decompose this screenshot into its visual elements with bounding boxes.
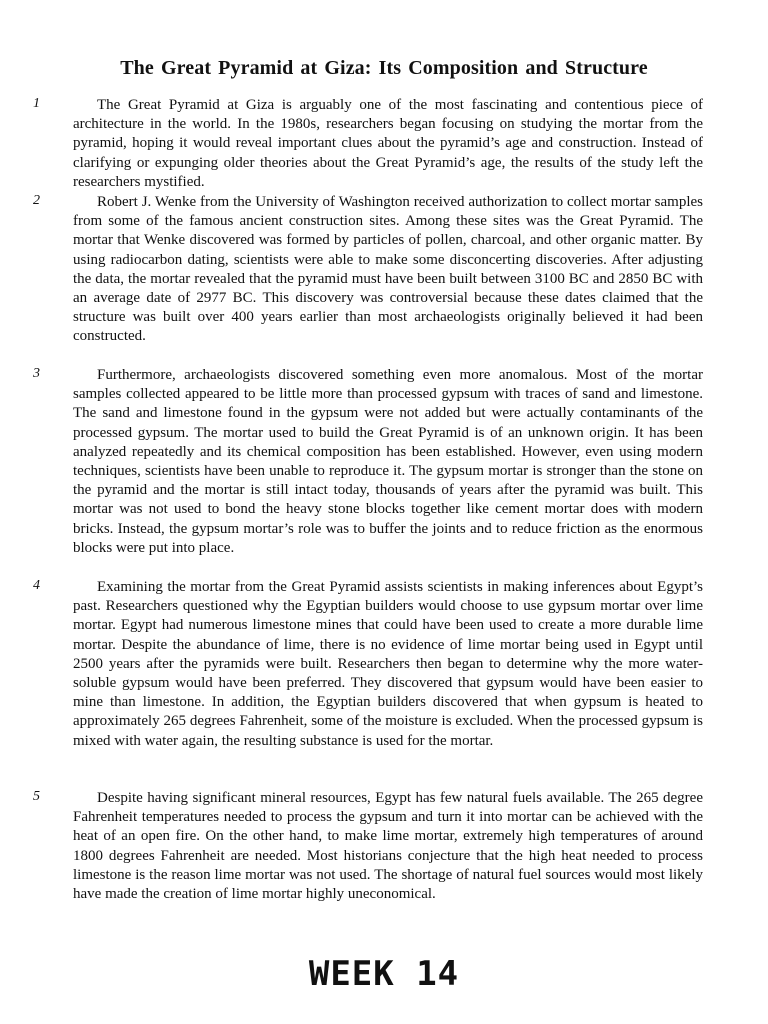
paragraph-3 — [33, 366, 703, 558]
paragraph-5 — [33, 789, 703, 904]
page-title: The Great Pyramid at Giza: Its Composition and Structure — [120, 57, 648, 79]
paragraph-number: 5 — [33, 789, 40, 804]
paragraph-text: The Great Pyramid at Giza is arguably one of the most fascinating and contentious piece of architecture in the world. In the 1980s, researchers began focusing on studying the mortar from the pyramid, hoping it would reveal important clues about the pyramid’s age and construction. Instead of clarifying or expunging older theories about the Great Pyramid’s age, the results of the study left the researchers mystified. — [73, 97, 703, 190]
paragraph-1 — [33, 96, 703, 192]
paragraph-4 — [33, 578, 703, 751]
paragraph-text: Despite having significant mineral resources, Egypt has few natural fuels available. The 265 degree Fahrenheit temperatures needed to process the gypsum and turn it into mortar can be achieved with the heat of an open fire. On the other hand, to make lime mortar, extremely high temperatures of around 1800 degrees Fahrenheit are needed. Most historians conjecture that the high heat needed to process limestone is the reason lime mortar was not used. The shortage of natural fuel sources would most likely have made the creation of lime mortar highly uneconomical. — [73, 790, 703, 903]
paragraph-text: Examining the mortar from the Great Pyramid assists scientists in making inferences about Egypt’s past. Researchers questioned why the Egyptian builders would choose to use gypsum mortar over lime mortar. Egypt had numerous limestone mines that could have been used to create a more durable lime mortar. Despite the abundance of lime, there is no evidence of lime mortar being used in Egypt until 2500 years after the pyramids were built. Researchers then began to determine why the more water-soluble gypsum would have been preferred. They discovered that gypsum would have been easier to mine than limestone. In addition, the Egyptian builders discovered that when gypsum is heated to approximately 265 degrees Fahrenheit, some of the moisture is excluded. When the processed gypsum is mixed with water again, the resulting substance is used for the mortar. — [73, 579, 703, 749]
paragraph-number: 2 — [33, 193, 40, 208]
week-label: WEEK 14 — [308, 954, 460, 994]
paragraph-number: 4 — [33, 578, 40, 593]
paragraph-2 — [33, 193, 703, 347]
paragraph-number: 1 — [33, 96, 40, 111]
paragraph-text: Robert J. Wenke from the University of Washington received authorization to collect mortar samples from some of the famous ancient construction sites. Among these sites was the Great Pyramid. The mortar that Wenke discovered was formed by particles of pollen, charcoal, and other organic matter. By using radiocarbon dating, scientists were able to make some disconcerting discoveries. After adjusting the data, the mortar revealed that the pyramid must have been built between 3100 BC and 2850 BC with an average date of 2977 BC. This discovery was controversial because these dates claimed that the structure was built over 400 years earlier than most archaeologists originally believed it had been constructed. — [73, 194, 703, 345]
paragraph-number: 3 — [33, 366, 40, 381]
paragraph-text: Furthermore, archaeologists discovered something even more anomalous. Most of the mortar samples collected appeared to be little more than processed gypsum with traces of sand and limestone. The sand and limestone found in the gypsum were not added but were actually contaminants of the processed gypsum. The mortar used to build the Great Pyramid is of an unknown origin. It has been analyzed repeatedly and its chemical composition has been established. However, even using modern techniques, scientists have been unable to reproduce it. The gypsum mortar is stronger than the stone on the pyramid and the mortar is still intact today, thousands of years after the pyramid was built. This mortar was not used to bond the heavy stone blocks together like cement mortar does with modern bricks. Instead, the gypsum mortar’s role was to buffer the joints and to reduce friction as the enormous blocks were put into place. — [73, 367, 703, 556]
